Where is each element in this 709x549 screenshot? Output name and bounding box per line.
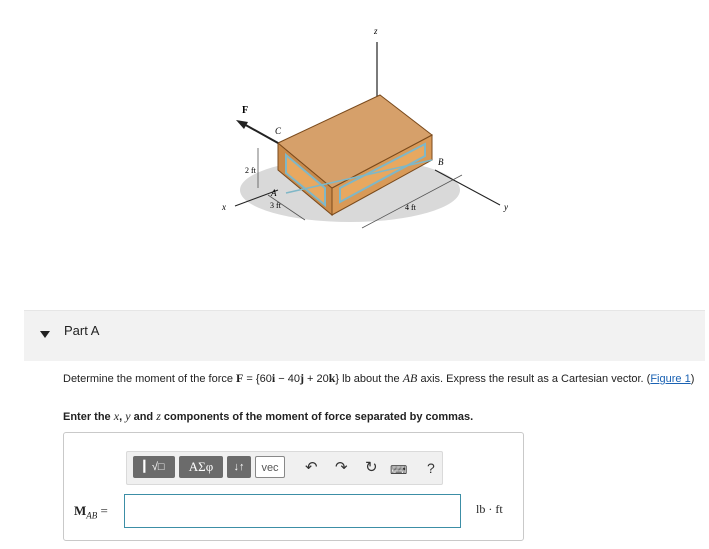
instr-pre: Enter the <box>63 411 114 423</box>
redo-icon[interactable]: ↷ <box>335 459 348 476</box>
instr-comma: , <box>119 411 126 423</box>
part-title: Part A <box>64 323 100 338</box>
axis-ab: AB <box>402 371 418 385</box>
unit-i: i <box>271 371 276 385</box>
reset-icon[interactable]: ↻ <box>365 459 378 476</box>
instruction <box>63 409 473 424</box>
template-button[interactable]: ▎√□ <box>133 456 175 478</box>
x-axis-label: x <box>222 202 226 212</box>
dim-4ft-label: 4 ft <box>405 203 416 212</box>
part-a-header[interactable] <box>24 310 705 361</box>
dim-2ft-label: 2 ft <box>245 166 256 175</box>
moment-subscript: AB <box>86 510 98 521</box>
instr-y: y <box>125 409 131 423</box>
force-label: F <box>242 105 249 116</box>
instr-x: x <box>113 409 120 423</box>
problem-post: axis. Express the result as a Cartesian vector. <box>417 373 647 385</box>
z-axis-label: z <box>374 26 378 36</box>
force-arrow <box>242 123 278 143</box>
vec-button[interactable]: vec <box>255 456 285 478</box>
point-c-label: C <box>275 126 282 136</box>
dim-3ft-label: 3 ft <box>270 201 281 210</box>
problem-statement <box>63 371 703 386</box>
instr-and: and <box>130 411 157 423</box>
undo-icon[interactable]: ↶ <box>305 459 318 476</box>
answer-input[interactable] <box>124 494 461 528</box>
problem-close: } lb <box>335 373 351 385</box>
unit-j: j <box>299 371 304 385</box>
answer-box <box>63 432 524 541</box>
problem-plus: + 20 <box>303 373 329 385</box>
problem-figure <box>200 10 530 245</box>
equals-sign: = <box>97 503 108 518</box>
instr-post: components of the moment of force separated by commas. <box>160 411 474 423</box>
figure-link[interactable]: Figure 1 <box>650 373 691 385</box>
help-icon[interactable]: ? <box>427 460 435 476</box>
problem-minus: − 40 <box>275 373 300 385</box>
keyboard-icon[interactable]: ⌨ <box>390 463 408 477</box>
instr-z: z <box>156 409 161 423</box>
problem-text-pre: Determine the moment of the force <box>63 373 237 385</box>
updown-button[interactable]: ↓↑ <box>227 456 251 478</box>
math-toolbar <box>126 451 443 485</box>
greek-button[interactable]: ΑΣφ <box>179 456 223 478</box>
force-arrowhead <box>236 120 248 129</box>
unit-k: k <box>328 371 336 385</box>
answer-label <box>74 503 108 521</box>
link-open: ( <box>646 373 651 385</box>
unit-label: lb · ft <box>476 502 503 516</box>
problem-eq: = {60 <box>243 373 272 385</box>
force-symbol: F <box>236 371 244 385</box>
link-close: ) <box>690 373 695 385</box>
moment-symbol: M <box>74 503 87 518</box>
problem-mid: about the <box>350 373 403 385</box>
caret-down-icon[interactable] <box>40 331 50 338</box>
point-b-label: B <box>438 157 444 167</box>
y-axis-label: y <box>504 202 508 212</box>
point-a-label: A <box>271 188 277 198</box>
